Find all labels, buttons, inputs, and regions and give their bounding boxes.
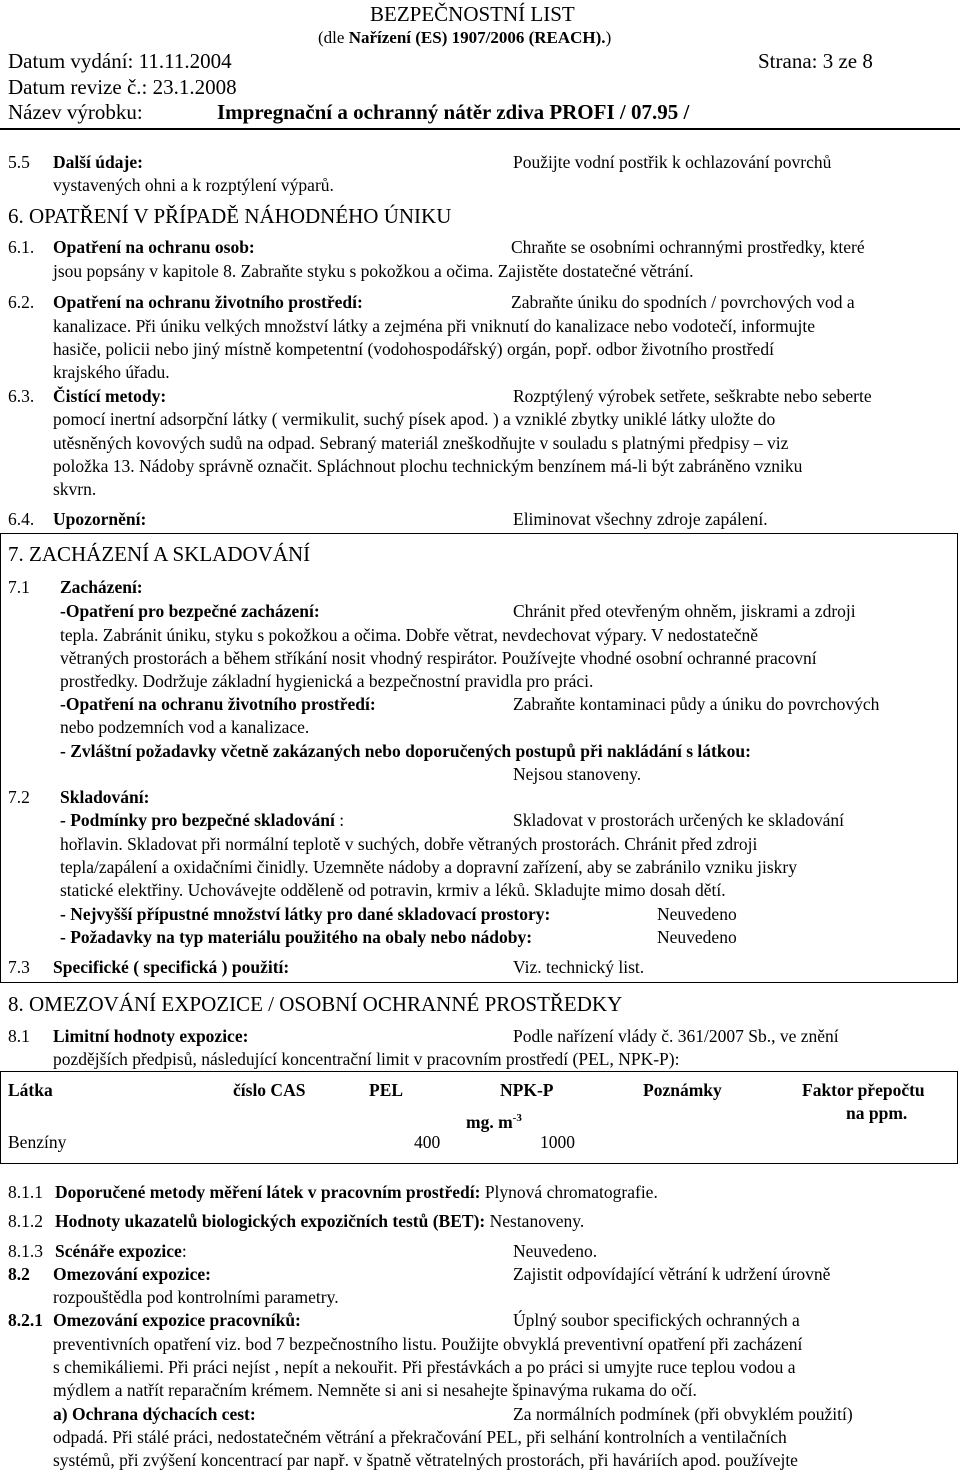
s82-num: 8.2 [8,1264,30,1284]
s812-num: 8.1.2 [8,1211,43,1231]
s812-text: Hodnoty ukazatelů biologických expozičních testů (BET): Nestanoveny. [55,1211,585,1231]
section-7-box-top [0,533,958,534]
s64-title: Upozornění: [53,509,147,529]
section-7-heading: 7. ZACHÁZENÍ A SKLADOVÁNÍ [8,542,311,566]
s62-title: Opatření na ochranu životního prostředí: [53,292,363,312]
table-header-factor-cont: na ppm. [846,1103,908,1123]
s73-value: Viz. technický list. [513,957,645,977]
s81-value: Podle nařízení vlády č. 361/2007 Sb., ve znění [513,1026,839,1046]
document-subtitle: (dle Nařízení (ES) 1907/2006 (REACH).) [318,28,612,47]
s55-value: Použijte vodní postřik k ochlazování povrchů [513,152,832,172]
s72-num: 7.2 [8,787,30,807]
s821-value: Úplný soubor specifických ochranných a [513,1310,800,1330]
s71b-title: -Opatření na ochranu životního prostředí: [60,694,376,714]
s63-line: skvrn. [53,479,97,499]
s62-line: krajského úřadu. [53,362,170,382]
section-7-box-left [0,533,1,983]
s81-title: Limitní hodnoty expozice: [53,1026,249,1046]
table-cell-substance: Benzíny [8,1132,67,1152]
s55-title: Další údaje: [53,152,143,172]
product-label: Název výrobku: [8,100,143,124]
s64-value: Eliminovat všechny zdroje zapálení. [513,509,768,529]
s62-line: hasiče, policii nebo jiný místně kompetentní (vodohospodářský) orgán, popř. odbor životního prostředí [53,339,774,359]
s811-num: 8.1.1 [8,1182,43,1202]
s73-title: Specifické ( specifická ) použití: [53,957,290,977]
s62-value: Zabraňte úniku do spodních / povrchových vod a [511,292,855,312]
s71-num: 7.1 [8,577,30,597]
s71a-line: tepla. Zabránit úniku, styku s pokožkou a očima. Dobře větrat, nevdechovat výpary. V nedostatečně [60,625,759,645]
s71a-title: -Opatření pro bezpečné zacházení: [60,601,320,621]
s61-value: Chraňte se osobními ochrannými prostředky, které [511,237,865,257]
table-header-pel: PEL [369,1080,404,1100]
s71c-value: Nejsou stanoveny. [513,764,642,784]
table-bottom-border [0,1163,958,1164]
s72b-value: Neuvedeno [657,904,737,924]
s55-num: 5.5 [8,152,30,172]
table-header-notes: Poznámky [643,1080,722,1100]
s61-num: 6.1. [8,237,35,257]
s82-title: Omezování expozice: [53,1264,211,1284]
s63-num: 6.3. [8,386,35,406]
s821-num: 8.2.1 [8,1310,43,1330]
s55-cont: vystavených ohni a k rozptýlení výparů. [53,175,334,195]
header-divider [0,128,960,130]
section-7-box-right [957,533,958,983]
s821-line: mýdlem a natřít reparačním krémem. Nemněte si ani si nesahejte špinavýma rukama do očí. [53,1380,697,1400]
s81-num: 8.1 [8,1026,30,1046]
s64-num: 6.4. [8,509,35,529]
document-title: BEZPEČNOSTNÍ LIST [370,2,575,26]
s821a-value: Za normálních podmínek (při obvyklém použití) [513,1404,853,1424]
s72-title: Skladování: [60,787,150,807]
section-7-box-bottom [0,982,958,983]
table-cell-pel: 400 [414,1132,441,1152]
s71a-line: prostředky. Dodržuje základní hygienická a bezpečnostní pravidla pro práci. [60,671,594,691]
s72a-line: hořlavin. Skladovat při normální teplotě v suchých, dobře větraných prostorách. Chránit před zdroji [60,834,758,854]
s72a-value: Skladovat v prostorách určených ke skladování [513,810,844,830]
s62-num: 6.2. [8,292,35,312]
s821a-line: systémů, při zvýšení koncentrací par např. v špatně větratelných prostorách, při haváriích apod. používejte [53,1450,798,1470]
s821-line: s chemikáliemi. Při práci nejíst , nepít a nekouřit. Při přestávkách a po práci si umyjte ruce teplou vodou a [53,1357,796,1377]
table-header-factor: Faktor přepočtu [802,1080,925,1100]
s82-cont: rozpouštědla pod kontrolními parametry. [53,1287,339,1307]
s72c-title: - Požadavky na typ materiálu použitého na obaly nebo nádoby: [60,927,533,947]
s71b-value: Zabraňte kontaminaci půdy a úniku do povrchových [513,694,880,714]
section-6-heading: 6. OPATŘENÍ V PŘÍPADĚ NÁHODNÉHO ÚNIKU [8,204,452,228]
s63-title: Čistící metody: [53,386,167,406]
s63-line: položka 13. Nádoby správně označit. Spláchnout plochu technickým benzínem má-li být zabráněno vzniku [53,456,803,476]
s72a-line: statické elektřiny. Uchovávejte odděleně od potravin, krmiv a léků. Skladujte mimo dosah dětí. [60,880,726,900]
s72b-title: - Nejvyšší přípustné množství látky pro dané skladovací prostory: [60,904,551,924]
s71b-cont: nebo podzemních vod a kanalizace. [60,717,310,737]
s63-line: pomocí inertní adsorpční látky ( vermikulit, suchý písek apod. ) a vzniklé zbytky uniklé látky uložte do [53,409,776,429]
s62-line: kanalizace. Při úniku velkých množství látky a zejména při vniknutí do kanalizace nebo vodotečí, informujte [53,316,815,336]
s813-num: 8.1.3 [8,1241,43,1261]
table-left-border [0,1071,1,1164]
s813-title: Scénáře expozice: [55,1241,187,1261]
revision-date: Datum revize č.: 23.1.2008 [8,75,237,99]
table-header-npkp: NPK-P [500,1080,554,1100]
section-8-heading: 8. OMEZOVÁNÍ EXPOZICE / OSOBNÍ OCHRANNÉ PROSTŘEDKY [8,992,623,1016]
s82-value: Zajistit odpovídající větrání k udržení úrovně [513,1264,831,1284]
s61-cont: jsou popsány v kapitole 8. Zabraňte styku s pokožkou a očima. Zajistěte dostatečné větrání. [53,261,694,281]
table-header-cas: číslo CAS [233,1080,306,1100]
s72a-title: - Podmínky pro bezpečné skladování : [60,810,345,830]
table-unit: mg. $m^{-3}$ [466,1111,522,1132]
issue-date: Datum vydání: 11.11.2004 [8,49,232,73]
s63-value: Rozptýlený výrobek setřete, seškrabte nebo seberte [513,386,872,406]
product-name: Impregnační a ochranný nátěr zdiva PROFI / 07.95 / [217,100,690,124]
s72a-line: tepla/zapálení a oxidačními činidly. Uzemněte nádoby a dopravní zařízení, aby se zabránilo vzniku jiskry [60,857,797,877]
table-right-border [957,1071,958,1164]
s71a-line: větraných prostorách a během stříkání nosit vhodný respirátor. Používejte vhodné osobní ochranné pracovní [60,648,817,668]
s821-title: Omezování expozice pracovníků: [53,1310,301,1330]
s61-title: Opatření na ochranu osob: [53,237,255,257]
s821a-title: a) Ochrana dýchacích cest: [53,1404,256,1424]
s71a-value: Chránit před otevřeným ohněm, jiskrami a zdroji [513,601,856,621]
table-cell-npkp: 1000 [540,1132,575,1152]
s63-line: utěsněných kovových sudů na odpad. Sebraný materiál zneškodňujte v souladu s platnými předpisy – viz [53,433,789,453]
table-header-substance: Látka [8,1080,53,1100]
s811-text: Doporučené metody měření látek v pracovním prostředí: Plynová chromatografie. [55,1182,658,1202]
s71c-title: - Zvláštní požadavky včetně zakázaných nebo doporučených postupů při nakládání s látkou: [60,741,751,761]
table-top-border [0,1071,958,1072]
s821a-line: odpadá. Při stálé práci, nedostatečném větrání a překračování PEL, při selhání kontrolních a ventilačních [53,1427,787,1447]
s821-line: preventivních opatření viz. bod 7 bezpečnostního listu. Použijte obvyklá preventivní opatření při zacházení [53,1334,803,1354]
s813-value: Neuvedeno. [513,1241,598,1261]
page-number: Strana: 3 ze 8 [758,49,873,73]
s73-num: 7.3 [8,957,30,977]
s81-cont: pozdějších předpisů, následující koncentrační limit v pracovním prostředí (PEL, NPK-P): [53,1049,680,1069]
s71-title: Zacházení: [60,577,143,597]
s72c-value: Neuvedeno [657,927,737,947]
